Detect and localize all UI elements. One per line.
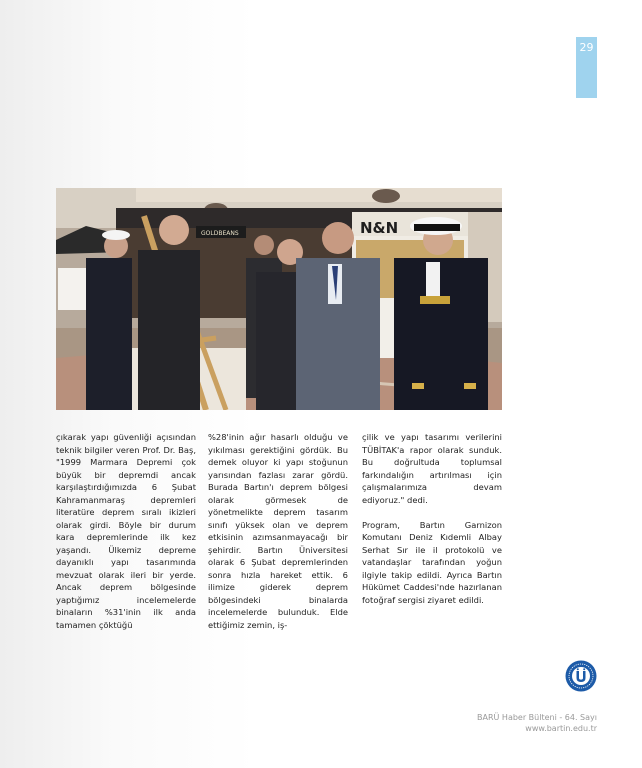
page-number-tab	[576, 37, 597, 98]
footer-website: www.bartin.edu.tr	[525, 724, 597, 733]
article-column-3	[362, 431, 502, 619]
university-seal-icon	[565, 660, 597, 692]
news-photo	[56, 188, 502, 410]
article-column-2	[208, 431, 348, 644]
university-logo	[565, 660, 597, 692]
article-paragraph: Program, Bartın Garnizon Komutanı Deniz Kıdemli Albay Serhat Sır ile il protokolü ve vatandaşlar tarafından yoğun ilgiyle takip edildi. Ayrıca Bartın Hükümet Caddesi'nde hazırlanan fotoğraf sergisi ziyaret edildi.	[362, 519, 502, 605]
page-footer	[477, 712, 597, 734]
article-paragraph: %28'inin ağır hasarlı olduğu ve yıkılması gerektiğini gördük. Bu demek oluyor ki yapı stoğunun yarısından fazlası zarar gördü. Burada Bartın'ı deprem bölgesi olarak görmesek de yönetmelikte deprem tasarım sınıfı yüksek olan ve deprem etkisinin azımsanmayacağı bir şehirdir. Bartın Üniversitesi olarak 6 Şubat depremlerinden sonra hızla hareket ettik. 6 ilimize giderek deprem bölgesindeki binalarda incelemelerde bulunduk. Elde ettiğimiz zemin, iş-	[208, 432, 348, 630]
footer-publication: BARÜ Haber Bülteni - 64. Sayı	[477, 713, 597, 722]
store-sign-text: N&N	[360, 219, 399, 237]
article-column-1	[56, 431, 196, 644]
page-number: 29	[579, 41, 594, 54]
photo-illustration	[56, 188, 502, 410]
awning-text: GOLDBEANS	[201, 230, 239, 237]
article-paragraph: çilik ve yapı tasarımı verilerini TÜBİTAK'a rapor olarak sunduk. Bu doğrultuda toplumsal farkındalığın artırılması için çalışmalarımıza devam ediyoruz." dedi.	[362, 432, 502, 505]
article-paragraph: çıkarak yapı güvenliği açısından teknik bilgiler veren Prof. Dr. Baş, "1999 Marmara Depremi çok büyük bir depremdi ancak karşılaştırdığımızda 6 Şubat Kahramanmaraş depremleri literatüre deprem sıralı ikizleri olarak girdi. Böyle bir durum kara depremlerinde ilk kez yaşandı. Ülkemiz depreme dayanıklı yapı tasarımında mevzuat olarak ileri bir yerde. Ancak deprem bölgesinde yaptığımız incelemelerde binaların %31'inin ilk anda tamamen çöktüğü	[56, 432, 196, 630]
